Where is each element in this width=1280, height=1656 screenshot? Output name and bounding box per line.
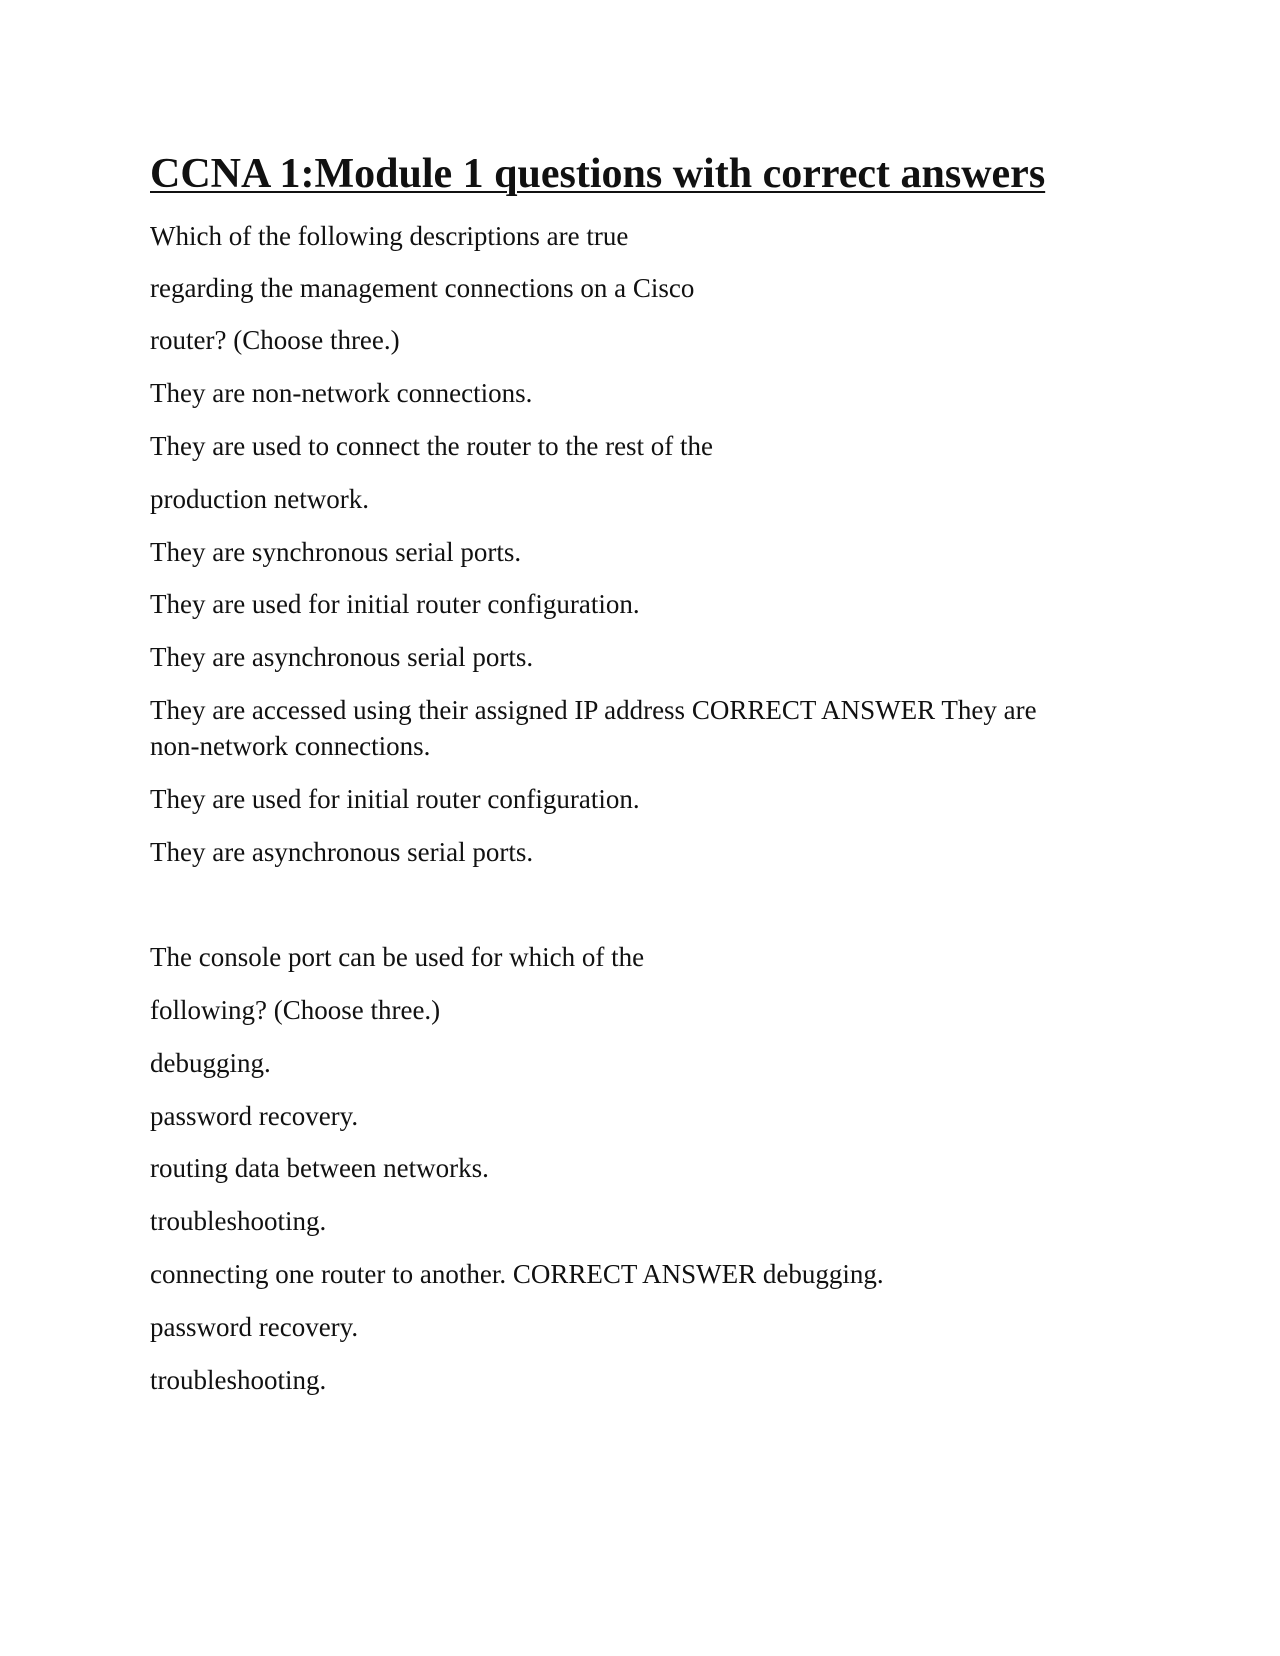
question-1-option: They are used to connect the router to the rest of the	[150, 431, 714, 461]
question-1-answer-line: non-network connections.	[150, 731, 431, 761]
question-2-line: following? (Choose three.)	[150, 995, 441, 1025]
question-2-option: routing data between networks.	[150, 1153, 489, 1183]
question-1-answer-line: They are accessed using their assigned IP address CORRECT ANSWER They are	[150, 695, 1037, 725]
question-1-answer-line: They are used for initial router configuration.	[150, 784, 640, 814]
question-1-line: router? (Choose three.)	[150, 325, 400, 355]
question-2-answer-line: password recovery.	[150, 1312, 359, 1342]
question-1-option: They are asynchronous serial ports.	[150, 642, 534, 672]
question-2-option: password recovery.	[150, 1101, 359, 1131]
question-2-answer-line: troubleshooting.	[150, 1365, 327, 1395]
question-1-line: Which of the following descriptions are true	[150, 221, 629, 251]
question-1-option: production network.	[150, 484, 369, 514]
question-1-option: They are synchronous serial ports.	[150, 537, 522, 567]
question-1-option: They are used for initial router configuration.	[150, 589, 640, 619]
question-1-option: They are non-network connections.	[150, 378, 533, 408]
question-1-line: regarding the management connections on a Cisco	[150, 273, 695, 303]
question-1-answer-line: They are asynchronous serial ports.	[150, 837, 534, 867]
question-2-option: debugging.	[150, 1048, 271, 1078]
page-title: CCNA 1:Module 1 questions with correct answers	[150, 151, 1046, 197]
question-2-option: troubleshooting.	[150, 1206, 327, 1236]
question-2-line: The console port can be used for which of the	[150, 942, 645, 972]
question-2-answer-line: connecting one router to another. CORRECT ANSWER debugging.	[150, 1259, 884, 1289]
